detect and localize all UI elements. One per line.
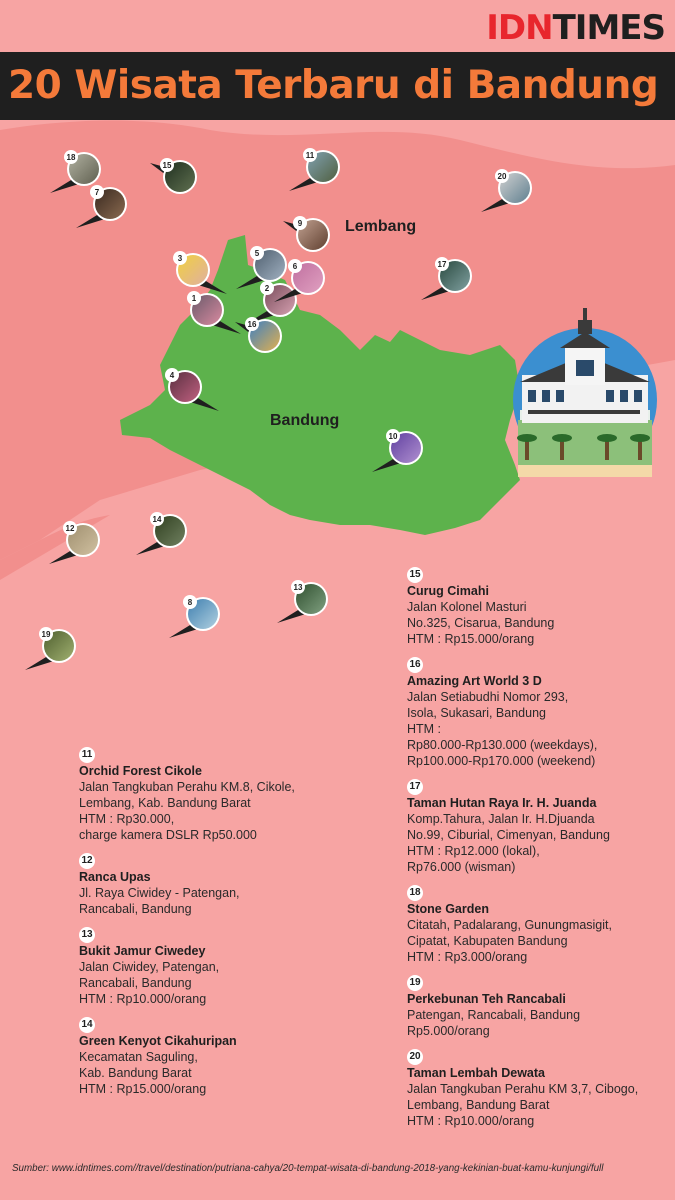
info-line: HTM : Rp15.000/orang [407, 632, 535, 646]
info-line: Rp76.000 (wisman) [407, 860, 516, 874]
info-line: Jalan Setiabudhi Nomor 293, [407, 690, 569, 704]
marker-number: 13 [293, 583, 303, 592]
info-line: Citatah, Padalarang, Gunungmasigit, [407, 918, 612, 932]
info-item-13 [79, 925, 349, 1007]
info-number: 11 [79, 747, 95, 763]
info-name: Bukit Jamur Ciwedey [79, 944, 206, 958]
marker-number: 15 [162, 161, 172, 170]
info-number: 16 [407, 657, 423, 673]
info-number: 12 [79, 853, 95, 869]
info-name: Stone Garden [407, 902, 489, 916]
info-number: 14 [79, 1017, 95, 1033]
info-name: Taman Hutan Raya Ir. H. Juanda [407, 796, 597, 810]
info-number: 15 [407, 567, 423, 583]
left-info-list [79, 745, 349, 1097]
info-line: Jalan Tangkuban Perahu KM.8, Cikole, [79, 780, 295, 794]
info-number: 17 [407, 779, 423, 795]
info-name: Perkebunan Teh Rancabali [407, 992, 566, 1006]
marker-number: 11 [305, 151, 315, 160]
info-number: 19 [407, 975, 423, 991]
marker-number: 7 [94, 188, 100, 197]
marker-number: 5 [254, 249, 260, 258]
marker-number: 20 [497, 172, 507, 181]
info-line: HTM : [407, 722, 442, 736]
info-name: Ranca Upas [79, 870, 151, 884]
marker-number: 17 [437, 260, 447, 269]
info-line: Lembang, Kab. Bandung Barat [79, 796, 251, 810]
info-line: Jalan Tangkuban Perahu KM 3,7, Cibogo, [407, 1082, 639, 1096]
marker-number: 14 [152, 515, 162, 524]
logo-times: TIMES [552, 8, 665, 48]
info-line: HTM : Rp10.000/orang [407, 1114, 535, 1128]
info-line: HTM : Rp10.000/orang [79, 992, 207, 1006]
info-line: No.99, Ciburial, Cimenyan, Bandung [407, 828, 610, 842]
info-number: 20 [407, 1049, 423, 1065]
marker-number: 9 [297, 219, 303, 228]
info-item-20 [407, 1047, 672, 1129]
info-line: No.325, Cisarua, Bandung [407, 616, 555, 630]
info-number: 18 [407, 885, 423, 901]
marker-number: 1 [191, 294, 197, 303]
info-name: Orchid Forest Cikole [79, 764, 202, 778]
marker-number: 2 [264, 284, 270, 293]
info-line: Rancabali, Bandung [79, 976, 192, 990]
marker-number: 12 [65, 524, 75, 533]
info-line: Jl. Raya Ciwidey - Patengan, [79, 886, 240, 900]
info-line: HTM : Rp12.000 (lokal), [407, 844, 540, 858]
info-line: Lembang, Bandung Barat [407, 1098, 550, 1112]
info-line: Rp5.000/orang [407, 1024, 490, 1038]
info-line: Kab. Bandung Barat [79, 1066, 192, 1080]
marker-number: 8 [187, 598, 193, 607]
info-line: HTM : Rp15.000/orang [79, 1082, 207, 1096]
info-line: Isola, Sukasari, Bandung [407, 706, 546, 720]
marker-14 [136, 512, 187, 555]
info-line: HTM : Rp30.000, [79, 812, 175, 826]
info-item-12 [79, 851, 349, 917]
info-item-17 [407, 777, 672, 875]
info-line: Jalan Kolonel Masturi [407, 600, 527, 614]
label-lembang: Lembang [345, 218, 417, 235]
marker-number: 16 [247, 320, 257, 329]
info-name: Curug Cimahi [407, 584, 489, 598]
info-line: Cipatat, Kabupaten Bandung [407, 934, 568, 948]
label-bandung: Bandung [270, 412, 340, 429]
source-citation: Sumber: www.idntimes.com//travel/destination/putriana-cahya/20-tempat-wisata-di-bandung-2018-yang-kekinian-buat-kamu-kunjungi/full [12, 1163, 604, 1174]
title-bar [0, 52, 675, 120]
logo-idn: IDN [486, 8, 553, 48]
info-line: Rp80.000-Rp130.000 (weekdays), [407, 738, 598, 752]
info-line: Rancabali, Bandung [79, 902, 192, 916]
info-name: Green Kenyot Cikahuripan [79, 1034, 237, 1048]
info-item-18 [407, 883, 672, 965]
info-line: HTM : Rp3.000/orang [407, 950, 528, 964]
info-item-15 [407, 565, 672, 647]
info-item-14 [79, 1015, 349, 1097]
marker-8 [169, 595, 220, 638]
page-title: 20 Wisata Terbaru di Bandung [8, 63, 659, 108]
info-name: Taman Lembah Dewata [407, 1066, 546, 1080]
info-item-11 [79, 745, 349, 843]
idn-times-logo [486, 8, 665, 48]
marker-19 [25, 627, 76, 670]
info-item-19 [407, 973, 672, 1039]
info-line: Komp.Tahura, Jalan Ir. H.Djuanda [407, 812, 595, 826]
info-name: Amazing Art World 3 D [407, 674, 542, 688]
info-number: 13 [79, 927, 95, 943]
marker-13 [277, 580, 328, 623]
marker-number: 3 [177, 254, 183, 263]
marker-number: 18 [66, 153, 76, 162]
marker-number: 10 [388, 432, 398, 441]
info-line: Patengan, Rancabali, Bandung [407, 1008, 581, 1022]
info-line: Jalan Ciwidey, Patengan, [79, 960, 220, 974]
info-line: Kecamatan Saguling, [79, 1050, 198, 1064]
marker-number: 19 [41, 630, 51, 639]
info-line: charge kamera DSLR Rp50.000 [79, 828, 257, 842]
info-line: Rp100.000-Rp170.000 (weekend) [407, 754, 596, 768]
info-item-16 [407, 655, 672, 769]
marker-number: 4 [169, 371, 175, 380]
marker-number: 6 [292, 262, 298, 271]
right-info-list [407, 565, 672, 1129]
